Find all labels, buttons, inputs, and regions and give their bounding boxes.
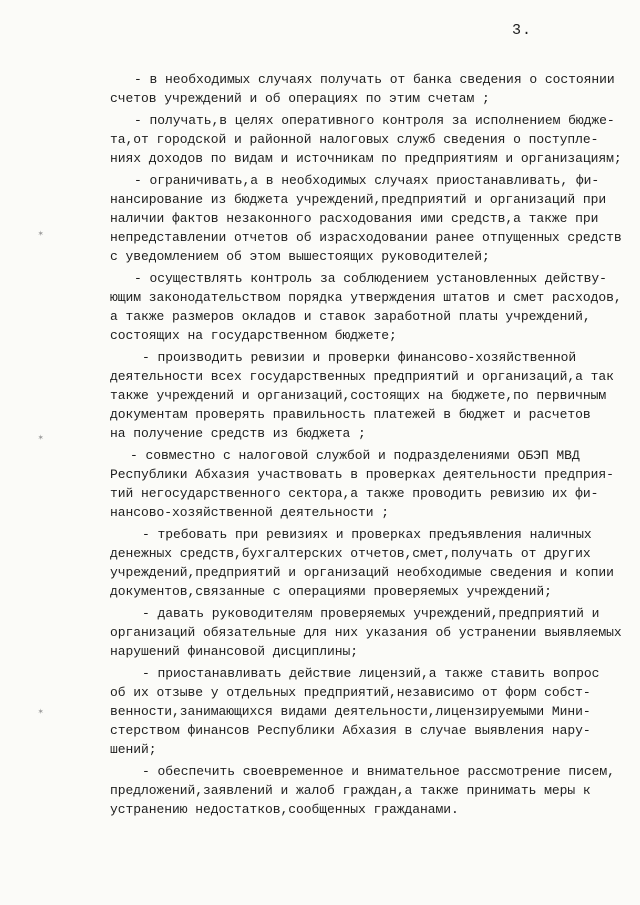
text-line: счетов учреждений и об операциях по этим счетам ;	[110, 91, 490, 106]
text-line: - приостанавливать действие лицензий,а также ставить вопрос	[142, 666, 600, 681]
text-line: ющим законодательством порядка утверждения штатов и смет расходов,	[110, 290, 622, 305]
text-line: шений;	[110, 742, 157, 757]
hole-punch-mark: ✶	[38, 229, 44, 239]
text-line: непредставлении отчетов об израсходовании ранее отпущенных средств	[110, 230, 622, 245]
text-line: учреждений,предприятий и организаций необходимые сведения и копии	[110, 565, 614, 580]
text-line: об их отзыве у отдельных предприятий,независимо от форм собст-	[110, 685, 591, 700]
text-line: с уведомлением об этом вышестоящих руководителей;	[110, 249, 490, 264]
text-line: тий негосударственного сектора,а также проводить ревизию их фи-	[110, 486, 599, 501]
text-line: наличии фактов незаконного расходования ими средств,а также при	[110, 211, 599, 226]
text-line: ниях доходов по видам и источникам по предприятиям и организациям;	[110, 151, 622, 166]
text-line: - осуществлять контроль за соблюдением установленных действу-	[134, 271, 607, 286]
text-line: нарушений финансовой дисциплины;	[110, 644, 359, 659]
text-line: - совместно с налоговой службой и подразделениями ОБЭП МВД	[130, 448, 580, 463]
text-line: денежных средств,бухгалтерских отчетов,смет,получать от других	[110, 546, 591, 561]
text-line: - получать,в целях оперативного контроля за исполнением бюдже-	[134, 113, 615, 128]
text-line: документов,связанные с операциями проверяемых учреждений;	[110, 584, 552, 599]
text-line: Республики Абхазия участвовать в проверках деятельности предприя-	[110, 467, 614, 482]
hole-punch-mark: ✶	[38, 707, 44, 717]
text-line: также учреждений и организаций,состоящих на бюджете,по первичным	[110, 388, 607, 403]
text-line: документам проверять правильность платежей в бюджет и расчетов	[110, 407, 591, 422]
text-line: - в необходимых случаях получать от банка сведения о состоянии	[134, 72, 615, 87]
hole-punch-mark: ✶	[38, 433, 44, 443]
text-line: состоящих на государственном бюджете;	[110, 328, 397, 343]
text-line: нансирование из бюджета учреждений,предприятий и организаций при	[110, 192, 607, 207]
text-line: - производить ревизии и проверки финансово-хозяйственной	[142, 350, 577, 365]
text-line: - давать руководителям проверяемых учреждений,предприятий и	[142, 606, 600, 621]
text-line: предложений,заявлений и жалоб граждан,а также принимать меры к	[110, 783, 591, 798]
text-line: венности,занимающихся видами деятельности,лицензируемыми Мини-	[110, 704, 591, 719]
text-line: а также размеров окладов и ставок заработной платы учреждений,	[110, 309, 591, 324]
text-line: - ограничивать,а в необходимых случаях приостанавливать, фи-	[134, 173, 600, 188]
text-line: устранению недостатков,сообщенных гражданами.	[110, 802, 459, 817]
text-line: - требовать при ревизиях и проверках предъявления наличных	[142, 527, 592, 542]
text-line: организаций обязательные для них указания об устранении выявляемых	[110, 625, 622, 640]
text-line: нансово-хозяйственной деятельности ;	[110, 505, 390, 520]
text-line: та,от городской и районной налоговых служб сведения о поступле-	[110, 132, 599, 147]
text-line: деятельности всех государственных предприятий и организаций,а так	[110, 369, 614, 384]
text-line: - обеспечить своевременное и внимательное рассмотрение писем,	[142, 764, 615, 779]
document-body	[110, 70, 630, 819]
page-number: 3.	[512, 22, 533, 39]
text-line: стерством финансов Республики Абхазия в случае выявления нару-	[110, 723, 591, 738]
text-line: на получение средств из бюджета ;	[110, 426, 366, 441]
